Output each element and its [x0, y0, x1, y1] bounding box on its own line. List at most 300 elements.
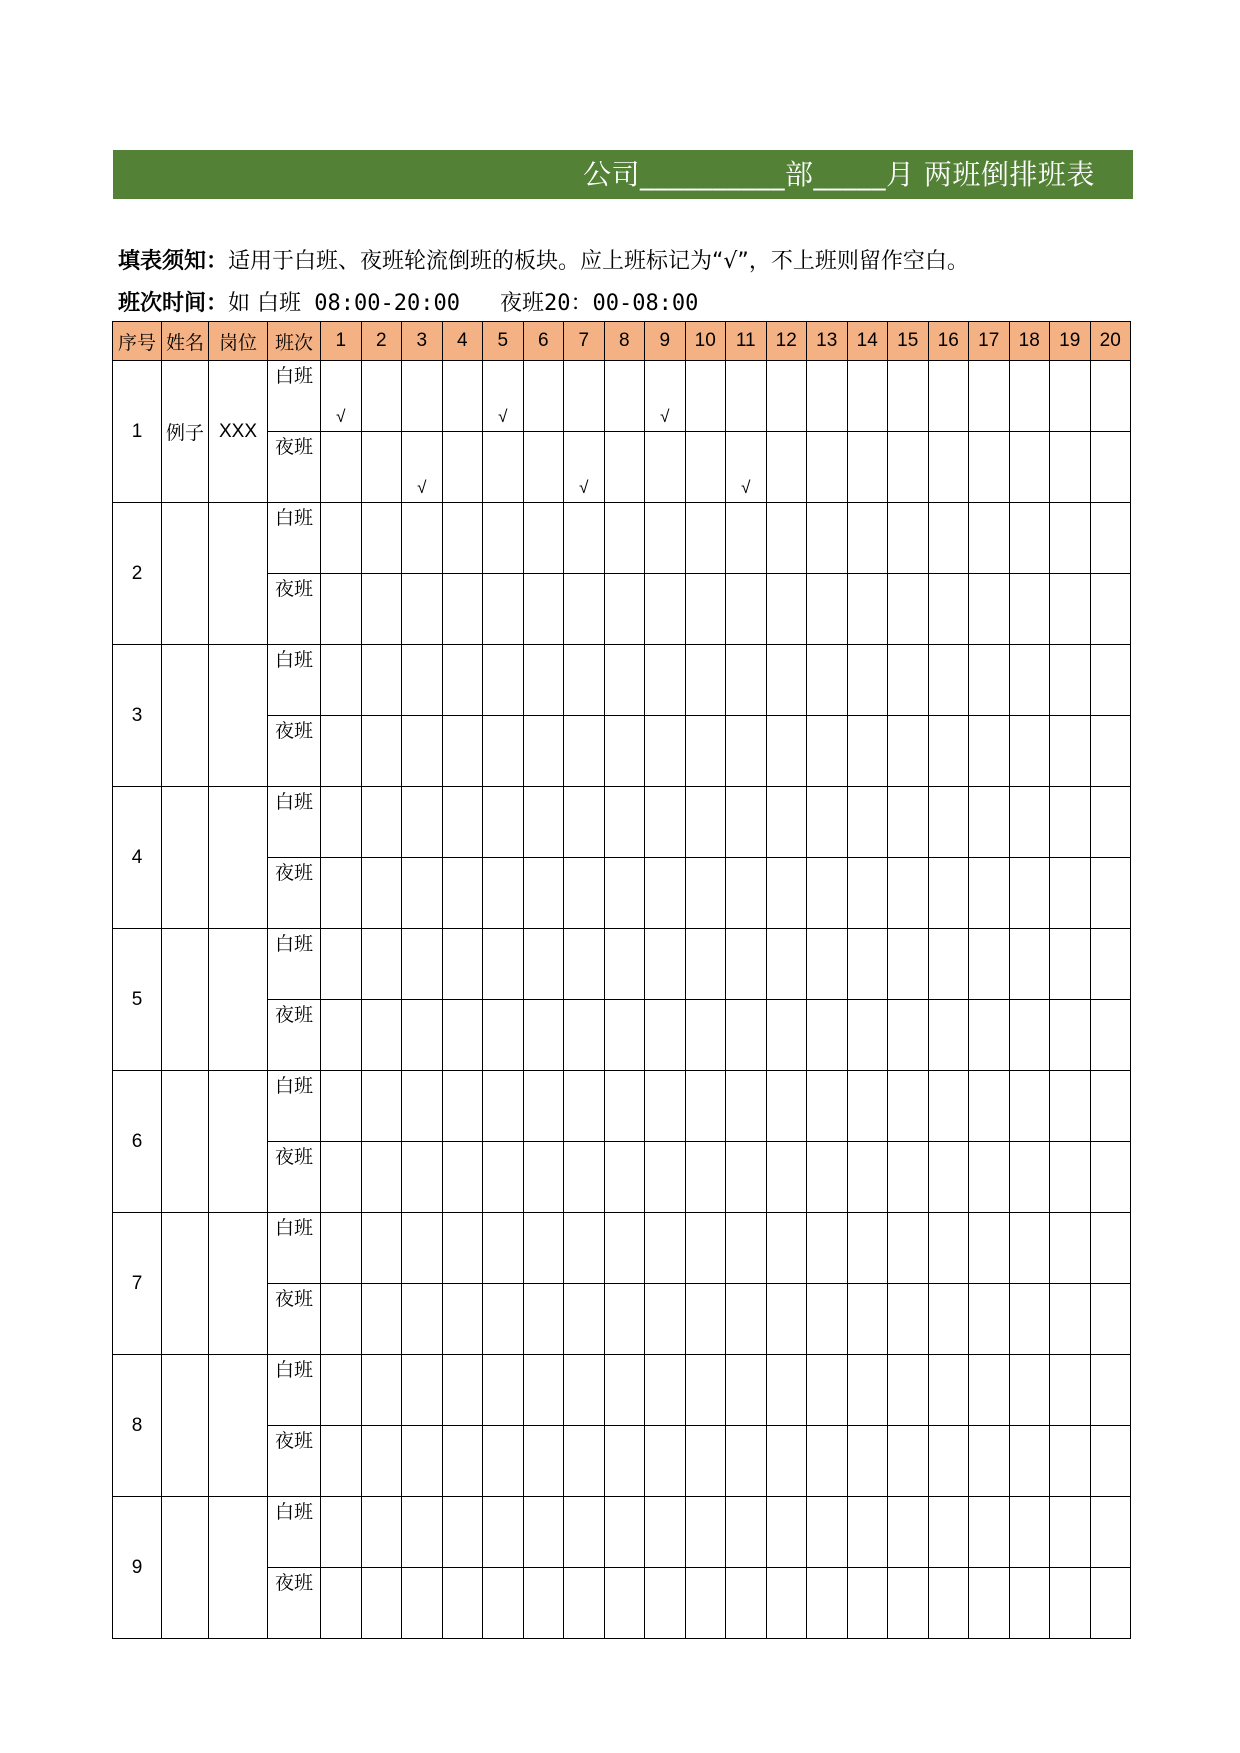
schedule-cell[interactable]	[645, 1497, 686, 1568]
schedule-cell[interactable]	[321, 1426, 362, 1497]
schedule-cell[interactable]	[1050, 716, 1091, 787]
schedule-cell[interactable]	[807, 1497, 848, 1568]
schedule-cell[interactable]	[442, 929, 483, 1000]
schedule-cell[interactable]	[1009, 1284, 1050, 1355]
schedule-cell[interactable]	[685, 1000, 726, 1071]
schedule-cell[interactable]	[888, 503, 929, 574]
schedule-cell[interactable]	[564, 716, 605, 787]
schedule-cell[interactable]	[766, 1000, 807, 1071]
cell-position[interactable]	[209, 1213, 268, 1355]
schedule-cell[interactable]	[847, 716, 888, 787]
schedule-cell[interactable]	[523, 432, 564, 503]
schedule-cell[interactable]	[1050, 1142, 1091, 1213]
schedule-cell[interactable]	[321, 645, 362, 716]
cell-name[interactable]	[162, 787, 209, 929]
schedule-cell[interactable]	[766, 361, 807, 432]
schedule-cell[interactable]	[969, 1213, 1010, 1284]
schedule-cell[interactable]	[361, 858, 402, 929]
schedule-cell[interactable]	[645, 1071, 686, 1142]
schedule-cell[interactable]	[523, 858, 564, 929]
schedule-cell[interactable]	[523, 1213, 564, 1284]
schedule-cell[interactable]	[807, 1568, 848, 1639]
schedule-cell[interactable]	[402, 1568, 443, 1639]
schedule-cell[interactable]	[726, 1000, 767, 1071]
schedule-cell[interactable]	[847, 787, 888, 858]
schedule-cell[interactable]	[888, 858, 929, 929]
schedule-cell[interactable]	[604, 787, 645, 858]
schedule-cell[interactable]	[928, 1284, 969, 1355]
schedule-cell[interactable]	[442, 432, 483, 503]
schedule-cell[interactable]	[564, 858, 605, 929]
schedule-cell[interactable]	[321, 1000, 362, 1071]
schedule-cell[interactable]	[604, 858, 645, 929]
schedule-cell[interactable]	[361, 361, 402, 432]
schedule-cell[interactable]	[321, 574, 362, 645]
schedule-cell[interactable]	[523, 1568, 564, 1639]
schedule-cell[interactable]	[483, 1213, 524, 1284]
schedule-cell[interactable]	[1050, 645, 1091, 716]
schedule-cell[interactable]	[1009, 1071, 1050, 1142]
schedule-cell[interactable]	[1009, 1497, 1050, 1568]
schedule-cell[interactable]	[1050, 432, 1091, 503]
schedule-cell[interactable]	[361, 1568, 402, 1639]
schedule-cell[interactable]	[361, 1071, 402, 1142]
schedule-cell[interactable]	[523, 645, 564, 716]
schedule-cell[interactable]	[888, 716, 929, 787]
cell-index[interactable]: 1	[113, 361, 162, 503]
schedule-cell[interactable]	[969, 1497, 1010, 1568]
schedule-cell[interactable]	[969, 1000, 1010, 1071]
schedule-cell[interactable]	[523, 574, 564, 645]
schedule-cell[interactable]	[1090, 858, 1131, 929]
schedule-cell[interactable]	[1009, 858, 1050, 929]
schedule-cell[interactable]	[685, 361, 726, 432]
schedule-cell[interactable]	[645, 716, 686, 787]
schedule-cell[interactable]	[1090, 645, 1131, 716]
cell-index[interactable]: 6	[113, 1071, 162, 1213]
schedule-cell[interactable]	[442, 1071, 483, 1142]
schedule-cell[interactable]	[807, 1284, 848, 1355]
schedule-cell[interactable]	[1090, 1142, 1131, 1213]
schedule-cell[interactable]	[321, 1355, 362, 1426]
schedule-cell[interactable]	[483, 858, 524, 929]
schedule-cell[interactable]	[969, 929, 1010, 1000]
schedule-cell[interactable]	[969, 787, 1010, 858]
schedule-cell[interactable]	[726, 361, 767, 432]
schedule-cell[interactable]	[523, 716, 564, 787]
schedule-cell[interactable]	[807, 1071, 848, 1142]
cell-position[interactable]	[209, 1497, 268, 1639]
schedule-cell[interactable]	[685, 1568, 726, 1639]
schedule-cell[interactable]	[564, 1497, 605, 1568]
schedule-cell[interactable]	[969, 1568, 1010, 1639]
schedule-cell[interactable]	[645, 1355, 686, 1426]
schedule-cell[interactable]	[807, 1426, 848, 1497]
schedule-cell[interactable]	[1050, 1213, 1091, 1284]
schedule-cell[interactable]	[685, 716, 726, 787]
schedule-cell[interactable]	[442, 858, 483, 929]
schedule-cell[interactable]	[523, 503, 564, 574]
schedule-cell[interactable]	[1009, 1213, 1050, 1284]
schedule-cell[interactable]	[766, 645, 807, 716]
schedule-cell[interactable]	[442, 645, 483, 716]
cell-name[interactable]	[162, 503, 209, 645]
schedule-cell[interactable]	[969, 1142, 1010, 1213]
schedule-cell[interactable]	[685, 1284, 726, 1355]
cell-position[interactable]: XXX	[209, 361, 268, 503]
schedule-cell[interactable]	[321, 432, 362, 503]
schedule-cell[interactable]	[645, 787, 686, 858]
schedule-cell[interactable]	[361, 1213, 402, 1284]
schedule-cell[interactable]	[969, 1355, 1010, 1426]
schedule-cell[interactable]	[928, 787, 969, 858]
schedule-cell[interactable]	[361, 1426, 402, 1497]
schedule-cell[interactable]	[604, 1284, 645, 1355]
cell-index[interactable]: 2	[113, 503, 162, 645]
schedule-cell[interactable]	[685, 858, 726, 929]
schedule-cell[interactable]	[807, 645, 848, 716]
schedule-cell[interactable]	[888, 1000, 929, 1071]
schedule-cell[interactable]	[604, 929, 645, 1000]
schedule-cell[interactable]	[1090, 432, 1131, 503]
schedule-cell[interactable]	[807, 1142, 848, 1213]
schedule-cell[interactable]	[604, 574, 645, 645]
schedule-cell[interactable]	[766, 432, 807, 503]
schedule-cell[interactable]	[766, 1213, 807, 1284]
schedule-cell[interactable]	[807, 858, 848, 929]
schedule-cell[interactable]	[847, 503, 888, 574]
schedule-cell[interactable]	[402, 574, 443, 645]
schedule-cell[interactable]	[766, 1426, 807, 1497]
cell-index[interactable]: 7	[113, 1213, 162, 1355]
schedule-cell[interactable]	[969, 1426, 1010, 1497]
schedule-cell[interactable]	[928, 1071, 969, 1142]
schedule-cell[interactable]	[564, 1213, 605, 1284]
schedule-cell[interactable]	[361, 574, 402, 645]
schedule-cell[interactable]	[807, 361, 848, 432]
schedule-cell[interactable]	[1050, 503, 1091, 574]
schedule-cell[interactable]	[807, 432, 848, 503]
schedule-cell[interactable]	[321, 787, 362, 858]
cell-index[interactable]: 9	[113, 1497, 162, 1639]
schedule-cell[interactable]	[645, 858, 686, 929]
schedule-cell[interactable]	[523, 1142, 564, 1213]
schedule-cell[interactable]	[402, 1355, 443, 1426]
schedule-cell[interactable]	[604, 432, 645, 503]
schedule-cell[interactable]	[726, 1355, 767, 1426]
schedule-cell[interactable]	[1090, 1426, 1131, 1497]
schedule-cell[interactable]	[766, 929, 807, 1000]
schedule-cell[interactable]	[1050, 361, 1091, 432]
schedule-cell[interactable]	[321, 1497, 362, 1568]
schedule-cell[interactable]	[928, 432, 969, 503]
schedule-cell[interactable]	[969, 1284, 1010, 1355]
schedule-cell[interactable]	[969, 361, 1010, 432]
schedule-cell[interactable]	[645, 574, 686, 645]
schedule-cell[interactable]	[1090, 1355, 1131, 1426]
schedule-cell[interactable]	[402, 929, 443, 1000]
cell-position[interactable]	[209, 645, 268, 787]
schedule-cell[interactable]	[564, 1426, 605, 1497]
cell-index[interactable]: 8	[113, 1355, 162, 1497]
schedule-cell[interactable]	[402, 645, 443, 716]
schedule-cell[interactable]	[726, 1071, 767, 1142]
schedule-cell[interactable]	[1090, 1568, 1131, 1639]
schedule-cell[interactable]	[685, 1142, 726, 1213]
schedule-cell[interactable]	[604, 1355, 645, 1426]
schedule-cell[interactable]	[523, 1426, 564, 1497]
schedule-cell[interactable]	[402, 1284, 443, 1355]
schedule-cell[interactable]	[361, 1000, 402, 1071]
schedule-cell[interactable]	[807, 716, 848, 787]
schedule-cell[interactable]	[483, 574, 524, 645]
schedule-cell[interactable]	[564, 361, 605, 432]
schedule-cell[interactable]	[402, 1000, 443, 1071]
schedule-cell[interactable]	[928, 1000, 969, 1071]
schedule-cell[interactable]	[402, 361, 443, 432]
schedule-cell[interactable]	[1009, 787, 1050, 858]
schedule-cell[interactable]	[969, 645, 1010, 716]
cell-name[interactable]	[162, 929, 209, 1071]
schedule-cell[interactable]	[645, 1426, 686, 1497]
schedule-cell[interactable]	[483, 1284, 524, 1355]
schedule-cell[interactable]	[1050, 574, 1091, 645]
schedule-cell[interactable]	[604, 1426, 645, 1497]
cell-name[interactable]	[162, 1213, 209, 1355]
schedule-cell[interactable]	[442, 1497, 483, 1568]
cell-position[interactable]	[209, 1071, 268, 1213]
schedule-cell[interactable]	[1090, 574, 1131, 645]
schedule-cell[interactable]	[888, 1213, 929, 1284]
schedule-cell[interactable]	[564, 1284, 605, 1355]
schedule-cell[interactable]	[726, 1284, 767, 1355]
schedule-cell[interactable]	[523, 1497, 564, 1568]
cell-name[interactable]	[162, 1071, 209, 1213]
cell-position[interactable]	[209, 787, 268, 929]
schedule-cell[interactable]	[1050, 1071, 1091, 1142]
schedule-cell[interactable]	[766, 787, 807, 858]
schedule-cell[interactable]	[442, 1568, 483, 1639]
schedule-cell[interactable]	[604, 716, 645, 787]
schedule-cell[interactable]	[442, 1000, 483, 1071]
schedule-cell[interactable]	[807, 1213, 848, 1284]
schedule-cell[interactable]	[928, 574, 969, 645]
schedule-cell[interactable]	[969, 503, 1010, 574]
schedule-cell[interactable]	[847, 432, 888, 503]
schedule-cell[interactable]	[1090, 716, 1131, 787]
schedule-cell[interactable]	[523, 361, 564, 432]
schedule-cell[interactable]	[685, 1071, 726, 1142]
schedule-cell[interactable]	[645, 361, 686, 432]
schedule-cell[interactable]	[888, 929, 929, 1000]
schedule-cell[interactable]	[564, 1071, 605, 1142]
schedule-cell[interactable]	[321, 929, 362, 1000]
schedule-cell[interactable]	[888, 574, 929, 645]
schedule-cell[interactable]	[402, 432, 443, 503]
schedule-cell[interactable]	[888, 1142, 929, 1213]
schedule-cell[interactable]	[807, 929, 848, 1000]
schedule-cell[interactable]	[807, 787, 848, 858]
schedule-cell[interactable]	[321, 1284, 362, 1355]
schedule-cell[interactable]	[442, 574, 483, 645]
schedule-cell[interactable]	[685, 432, 726, 503]
schedule-cell[interactable]	[1050, 1284, 1091, 1355]
schedule-cell[interactable]	[1009, 361, 1050, 432]
schedule-cell[interactable]	[766, 503, 807, 574]
schedule-cell[interactable]	[1050, 1000, 1091, 1071]
schedule-cell[interactable]	[321, 716, 362, 787]
schedule-cell[interactable]	[645, 929, 686, 1000]
schedule-cell[interactable]	[1009, 716, 1050, 787]
schedule-cell[interactable]	[766, 1284, 807, 1355]
schedule-cell[interactable]	[483, 929, 524, 1000]
schedule-cell[interactable]	[685, 787, 726, 858]
schedule-cell[interactable]	[564, 1000, 605, 1071]
schedule-cell[interactable]	[726, 1426, 767, 1497]
schedule-cell[interactable]	[483, 1142, 524, 1213]
schedule-cell[interactable]	[483, 787, 524, 858]
schedule-cell[interactable]	[888, 1071, 929, 1142]
schedule-cell[interactable]	[402, 1426, 443, 1497]
schedule-cell[interactable]	[321, 1071, 362, 1142]
schedule-cell[interactable]	[847, 1000, 888, 1071]
schedule-cell[interactable]	[1090, 1071, 1131, 1142]
cell-index[interactable]: 4	[113, 787, 162, 929]
schedule-cell[interactable]	[807, 574, 848, 645]
cell-index[interactable]: 3	[113, 645, 162, 787]
schedule-cell[interactable]	[321, 858, 362, 929]
schedule-cell[interactable]	[847, 1426, 888, 1497]
schedule-cell[interactable]	[523, 1355, 564, 1426]
schedule-cell[interactable]	[442, 716, 483, 787]
schedule-cell[interactable]	[564, 645, 605, 716]
schedule-cell[interactable]	[402, 858, 443, 929]
schedule-cell[interactable]	[1090, 1284, 1131, 1355]
schedule-cell[interactable]	[928, 716, 969, 787]
schedule-cell[interactable]	[604, 1568, 645, 1639]
schedule-cell[interactable]	[888, 432, 929, 503]
schedule-cell[interactable]	[483, 432, 524, 503]
schedule-cell[interactable]	[726, 1213, 767, 1284]
schedule-cell[interactable]	[442, 1426, 483, 1497]
schedule-cell[interactable]	[564, 929, 605, 1000]
schedule-cell[interactable]	[888, 645, 929, 716]
schedule-cell[interactable]	[1050, 858, 1091, 929]
schedule-cell[interactable]	[1009, 1355, 1050, 1426]
schedule-cell[interactable]	[928, 1568, 969, 1639]
schedule-cell[interactable]	[969, 1071, 1010, 1142]
schedule-cell[interactable]	[564, 1142, 605, 1213]
schedule-cell[interactable]	[645, 1213, 686, 1284]
schedule-cell[interactable]	[928, 1497, 969, 1568]
schedule-cell[interactable]	[604, 503, 645, 574]
schedule-cell[interactable]	[645, 503, 686, 574]
schedule-cell[interactable]	[685, 1497, 726, 1568]
schedule-cell[interactable]	[361, 787, 402, 858]
schedule-cell[interactable]	[1090, 1213, 1131, 1284]
schedule-cell[interactable]	[726, 929, 767, 1000]
schedule-cell[interactable]	[847, 645, 888, 716]
schedule-cell[interactable]	[969, 716, 1010, 787]
cell-index[interactable]: 5	[113, 929, 162, 1071]
schedule-cell[interactable]	[1009, 1568, 1050, 1639]
schedule-cell[interactable]	[361, 1284, 402, 1355]
cell-name[interactable]: 例子	[162, 361, 209, 503]
schedule-cell[interactable]	[604, 1071, 645, 1142]
schedule-cell[interactable]	[726, 432, 767, 503]
schedule-cell[interactable]	[1090, 1000, 1131, 1071]
schedule-cell[interactable]	[726, 645, 767, 716]
schedule-cell[interactable]	[726, 716, 767, 787]
schedule-cell[interactable]	[1050, 1568, 1091, 1639]
schedule-cell[interactable]	[928, 1142, 969, 1213]
schedule-cell[interactable]	[604, 361, 645, 432]
schedule-cell[interactable]	[402, 1142, 443, 1213]
schedule-cell[interactable]	[1050, 787, 1091, 858]
schedule-cell[interactable]	[888, 1284, 929, 1355]
schedule-cell[interactable]	[1009, 929, 1050, 1000]
schedule-cell[interactable]	[928, 858, 969, 929]
schedule-cell[interactable]	[766, 1497, 807, 1568]
schedule-cell[interactable]	[483, 1497, 524, 1568]
schedule-cell[interactable]	[402, 787, 443, 858]
schedule-cell[interactable]	[523, 929, 564, 1000]
schedule-cell[interactable]	[685, 645, 726, 716]
schedule-cell[interactable]	[361, 716, 402, 787]
schedule-cell[interactable]	[1009, 432, 1050, 503]
schedule-cell[interactable]	[604, 1213, 645, 1284]
schedule-cell[interactable]	[483, 1355, 524, 1426]
schedule-cell[interactable]	[442, 1213, 483, 1284]
schedule-cell[interactable]	[1009, 503, 1050, 574]
schedule-cell[interactable]	[1090, 503, 1131, 574]
schedule-cell[interactable]	[766, 858, 807, 929]
schedule-cell[interactable]	[726, 1568, 767, 1639]
schedule-cell[interactable]	[321, 503, 362, 574]
schedule-cell[interactable]	[645, 645, 686, 716]
schedule-cell[interactable]	[523, 787, 564, 858]
schedule-cell[interactable]	[604, 1000, 645, 1071]
schedule-cell[interactable]	[442, 1284, 483, 1355]
schedule-cell[interactable]	[483, 1000, 524, 1071]
schedule-cell[interactable]	[361, 1355, 402, 1426]
schedule-cell[interactable]	[847, 1284, 888, 1355]
schedule-cell[interactable]	[685, 929, 726, 1000]
schedule-cell[interactable]	[1090, 361, 1131, 432]
schedule-cell[interactable]	[523, 1284, 564, 1355]
schedule-cell[interactable]	[361, 645, 402, 716]
schedule-cell[interactable]	[847, 1497, 888, 1568]
schedule-cell[interactable]	[847, 929, 888, 1000]
schedule-cell[interactable]	[483, 503, 524, 574]
schedule-cell[interactable]	[888, 1497, 929, 1568]
schedule-cell[interactable]	[847, 1355, 888, 1426]
cell-name[interactable]	[162, 1355, 209, 1497]
schedule-cell[interactable]	[402, 503, 443, 574]
schedule-cell[interactable]	[483, 716, 524, 787]
schedule-cell[interactable]	[766, 1568, 807, 1639]
schedule-cell[interactable]	[685, 574, 726, 645]
schedule-cell[interactable]	[442, 361, 483, 432]
schedule-cell[interactable]	[564, 503, 605, 574]
schedule-cell[interactable]	[604, 1142, 645, 1213]
schedule-cell[interactable]	[807, 1000, 848, 1071]
schedule-cell[interactable]	[1009, 1142, 1050, 1213]
schedule-cell[interactable]	[685, 503, 726, 574]
schedule-cell[interactable]	[847, 574, 888, 645]
schedule-cell[interactable]	[888, 1426, 929, 1497]
schedule-cell[interactable]	[726, 574, 767, 645]
